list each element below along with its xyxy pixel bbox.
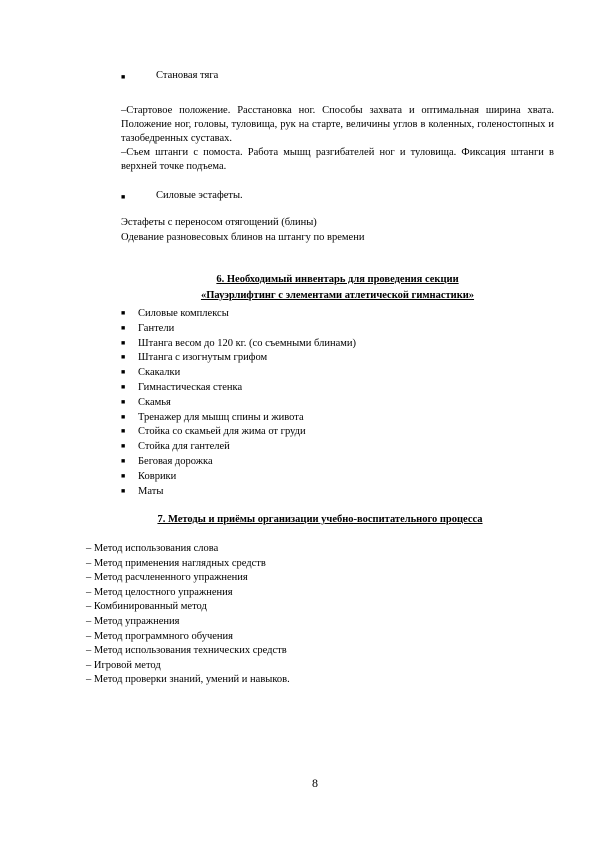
relay-line: Одевание разновесовых блинов на штангу по времени — [121, 232, 365, 243]
bullet-square-icon: ■ — [121, 456, 126, 465]
list-item: ■ Маты — [121, 485, 164, 497]
section7-heading: 7. Методы и приёмы организации учебно-воспитательного процесса — [157, 514, 483, 525]
bullet-square-icon: ■ — [121, 427, 126, 436]
paragraph-bar-lift: –Съем штанги с помоста. Работа мышц разгибателей ног и туловища. Фиксация штанги в верхней точке подъема. — [121, 147, 554, 173]
list-item: – Метод целостного упражнения — [86, 586, 233, 598]
list-item: – Метод программного обучения — [86, 630, 233, 642]
list-item: – Метод упражнения — [86, 615, 180, 627]
list-item: ■ Гантели — [121, 322, 175, 334]
list-item: ■ Стойка со скамьей для жима от груди — [121, 426, 306, 438]
bullet-square-icon: ■ — [121, 486, 126, 495]
list-item: ■ Стойка для гантелей — [121, 441, 230, 453]
list-item: – Метод проверки знаний, умений и навыков. — [86, 674, 290, 686]
list-item: ■ Беговая дорожка — [121, 455, 213, 467]
bullet-square-icon: ■ — [121, 368, 126, 377]
methods-list — [86, 542, 290, 688]
bullet-square-icon: ■ — [121, 323, 126, 332]
list-item: ■ Штанга с изогнутым грифом — [121, 352, 268, 364]
list-item: ■ Силовые комплексы — [121, 308, 229, 319]
list-item: – Комбинированный метод — [86, 601, 207, 613]
bullet-square-icon: ■ — [121, 338, 126, 347]
bullet-square-icon: ■ — [121, 193, 126, 201]
bullet-square-icon: ■ — [121, 353, 126, 362]
bullet-square-icon: ■ — [121, 412, 126, 421]
section6-heading-line2: «Пауэрлифтинг с элементами атлетической гимнастики» — [200, 290, 475, 301]
bullet-square-icon: ■ — [121, 382, 126, 391]
list-item: ■ Скакалки — [121, 367, 181, 379]
list-item: ■ Скамья — [121, 396, 171, 408]
bullet-square-icon: ■ — [121, 442, 126, 451]
bullet-square-icon: ■ — [121, 397, 126, 406]
list-item: ■ Гимнастическая стенка — [121, 381, 243, 393]
paragraph-start-position: –Стартовое положение. Расстановка ног. Способы захвата и оптимальная ширина хвата. Положение ног, головы, туловища, рук на старте, величины углов в коленных, голеностопных и тазобедренных суставах. — [121, 105, 554, 145]
bullet-square-icon: ■ — [121, 309, 126, 317]
inventory-list — [121, 306, 356, 498]
list-item: – Метод расчлененного упражнения — [86, 572, 248, 584]
item-title-relays: Силовые эстафеты. — [156, 190, 243, 201]
list-item: – Метод использования технических средств — [86, 645, 287, 657]
list-item: – Метод применения наглядных средств — [86, 557, 266, 569]
item-title-deadlift: Становая тяга — [156, 70, 219, 81]
page-number: 8 — [312, 776, 318, 790]
list-item: – Метод использования слова — [86, 543, 219, 554]
list-item: ■ Коврики — [121, 470, 177, 482]
bullet-square-icon: ■ — [121, 471, 126, 480]
list-item: ■ Штанга весом до 120 кг. (со съемными блинами) — [121, 337, 357, 349]
list-item: – Игровой метод — [86, 659, 161, 671]
relay-line: Эстафеты с переносом отягощений (блины) — [121, 217, 317, 228]
list-item: ■ Тренажер для мышц спины и живота — [121, 411, 304, 423]
bullet-square-icon: ■ — [121, 73, 126, 81]
section6-heading-line1: 6. Необходимый инвентарь для проведения секции — [216, 274, 459, 285]
